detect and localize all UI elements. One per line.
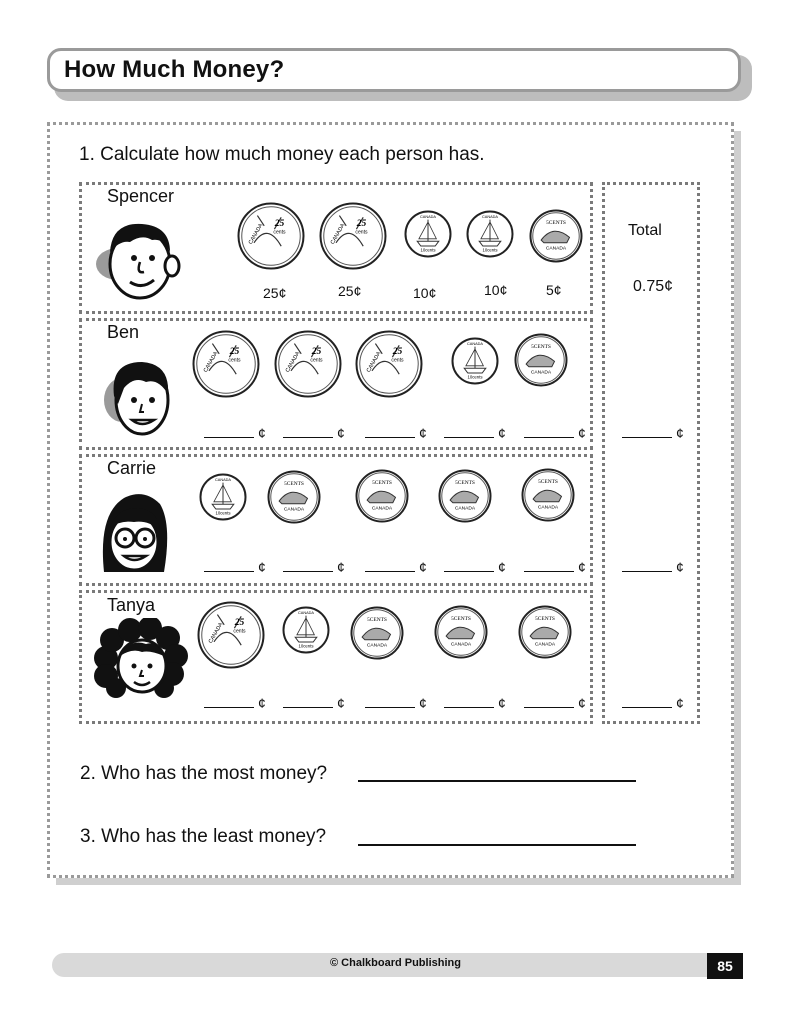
coin-answer-blank[interactable]: ¢ xyxy=(365,559,427,575)
svg-text:cents: cents xyxy=(391,357,404,364)
quarter-coin-icon xyxy=(274,330,342,403)
svg-text:CANADA: CANADA xyxy=(482,215,498,220)
svg-text:5CENTS: 5CENTS xyxy=(367,616,387,623)
svg-text:CANADA: CANADA xyxy=(298,611,314,616)
svg-text:CANADA: CANADA xyxy=(467,342,483,347)
nickel-coin-icon xyxy=(438,469,492,528)
svg-text:CANADA: CANADA xyxy=(371,506,393,512)
svg-text:CANADA: CANADA xyxy=(454,506,476,512)
coin-answer-blank[interactable]: ¢ xyxy=(444,425,506,441)
nickel-coin-icon xyxy=(518,605,572,664)
nickel-coin-icon xyxy=(514,333,568,392)
dime-coin-icon xyxy=(404,210,452,263)
svg-text:CANADA: CANADA xyxy=(450,642,472,648)
question-3: 3. Who has the least money? xyxy=(80,826,327,847)
svg-text:5CENTS: 5CENTS xyxy=(372,479,392,486)
coin-answer-blank[interactable]: ¢ xyxy=(524,695,586,711)
svg-text:25: 25 xyxy=(234,617,245,628)
svg-text:10cents: 10cents xyxy=(215,510,231,516)
name-carrie: Carrie xyxy=(107,458,157,478)
svg-text:25: 25 xyxy=(356,218,367,229)
svg-text:10cents: 10cents xyxy=(298,643,314,649)
svg-text:25: 25 xyxy=(392,346,403,357)
carrie-face-icon xyxy=(94,484,178,576)
coin-answer-blank[interactable]: ¢ xyxy=(524,425,586,441)
quarter-coin-icon xyxy=(237,202,305,275)
footer-copyright: © Chalkboard Publishing xyxy=(330,957,461,969)
dime-coin-icon xyxy=(199,473,247,526)
coin-answer-blank[interactable]: ¢ xyxy=(204,695,266,711)
name-ben: Ben xyxy=(107,322,140,342)
total-answer-blank[interactable]: ¢ xyxy=(622,559,684,575)
svg-text:CANADA: CANADA xyxy=(366,643,388,649)
coin-value: 10¢ xyxy=(484,282,508,298)
total-answer-blank[interactable]: ¢ xyxy=(622,425,684,441)
svg-text:CANADA: CANADA xyxy=(215,478,231,483)
svg-text:10cents: 10cents xyxy=(482,247,498,253)
ben-face-icon xyxy=(96,348,176,440)
svg-text:CANADA: CANADA xyxy=(420,215,436,220)
total-label: Total xyxy=(628,222,662,239)
svg-text:CANADA: CANADA xyxy=(284,350,302,374)
svg-text:cents: cents xyxy=(228,357,241,364)
total-value-spencer: 0.75¢ xyxy=(633,278,674,295)
svg-text:CANADA: CANADA xyxy=(247,222,265,246)
question-1: 1. Calculate how much money each person has. xyxy=(79,144,485,165)
name-spencer: Spencer xyxy=(107,186,175,206)
svg-text:CANADA: CANADA xyxy=(534,642,556,648)
svg-text:CANADA: CANADA xyxy=(202,350,220,374)
svg-text:cents: cents xyxy=(273,229,286,236)
question-2: 2. Who has the most money? xyxy=(80,763,328,784)
svg-text:CANADA: CANADA xyxy=(329,222,347,246)
svg-text:CANADA: CANADA xyxy=(530,370,552,376)
coin-value: 10¢ xyxy=(413,285,437,301)
svg-text:CANADA: CANADA xyxy=(545,246,567,252)
nickel-coin-icon xyxy=(521,468,575,527)
quarter-coin-icon xyxy=(319,202,387,275)
quarter-coin-icon xyxy=(192,330,260,403)
svg-text:5CENTS: 5CENTS xyxy=(284,480,304,487)
svg-text:CANADA: CANADA xyxy=(537,505,559,511)
answer-line-q3[interactable] xyxy=(358,844,636,846)
svg-text:CANADA: CANADA xyxy=(283,507,305,513)
spencer-face-icon xyxy=(94,212,184,304)
coin-answer-blank[interactable]: ¢ xyxy=(283,695,345,711)
svg-text:5CENTS: 5CENTS xyxy=(546,219,566,226)
svg-text:cents: cents xyxy=(233,628,246,635)
page-number: 85 xyxy=(707,953,743,979)
coin-answer-blank[interactable]: ¢ xyxy=(365,695,427,711)
coin-value: 25¢ xyxy=(338,283,362,299)
coin-answer-blank[interactable]: ¢ xyxy=(524,559,586,575)
dime-coin-icon xyxy=(466,210,514,263)
svg-text:5CENTS: 5CENTS xyxy=(455,479,475,486)
coin-answer-blank[interactable]: ¢ xyxy=(283,559,345,575)
svg-text:5CENTS: 5CENTS xyxy=(535,615,555,622)
coin-answer-blank[interactable]: ¢ xyxy=(283,425,345,441)
svg-text:cents: cents xyxy=(355,229,368,236)
answer-line-q2[interactable] xyxy=(358,780,636,782)
svg-text:5CENTS: 5CENTS xyxy=(538,478,558,485)
total-column xyxy=(602,182,700,724)
nickel-coin-icon xyxy=(350,606,404,665)
quarter-coin-icon xyxy=(355,330,423,403)
name-tanya: Tanya xyxy=(107,595,156,615)
svg-text:cents: cents xyxy=(310,357,323,364)
coin-value: 5¢ xyxy=(546,282,562,298)
coin-answer-blank[interactable]: ¢ xyxy=(204,425,266,441)
page-title: How Much Money? xyxy=(64,56,285,83)
svg-text:5CENTS: 5CENTS xyxy=(451,615,471,622)
dime-coin-icon xyxy=(451,337,499,390)
coin-value: 25¢ xyxy=(263,285,287,301)
nickel-coin-icon xyxy=(434,605,488,664)
total-answer-blank[interactable]: ¢ xyxy=(622,695,684,711)
dime-coin-icon xyxy=(282,606,330,659)
svg-text:10cents: 10cents xyxy=(467,374,483,380)
quarter-coin-icon xyxy=(197,601,265,674)
svg-text:CANADA: CANADA xyxy=(207,621,225,645)
title-banner xyxy=(47,48,741,92)
coin-answer-blank[interactable]: ¢ xyxy=(204,559,266,575)
svg-text:25: 25 xyxy=(311,346,322,357)
svg-text:CANADA: CANADA xyxy=(365,350,383,374)
coin-answer-blank[interactable]: ¢ xyxy=(444,695,506,711)
tanya-face-icon xyxy=(90,618,188,700)
svg-text:10cents: 10cents xyxy=(420,247,436,253)
coin-answer-blank[interactable]: ¢ xyxy=(444,559,506,575)
svg-text:25: 25 xyxy=(229,346,240,357)
nickel-coin-icon xyxy=(355,469,409,528)
svg-text:5CENTS: 5CENTS xyxy=(531,343,551,350)
nickel-coin-icon xyxy=(529,209,583,268)
svg-text:25: 25 xyxy=(274,218,285,229)
coin-answer-blank[interactable]: ¢ xyxy=(365,425,427,441)
nickel-coin-icon xyxy=(267,470,321,529)
